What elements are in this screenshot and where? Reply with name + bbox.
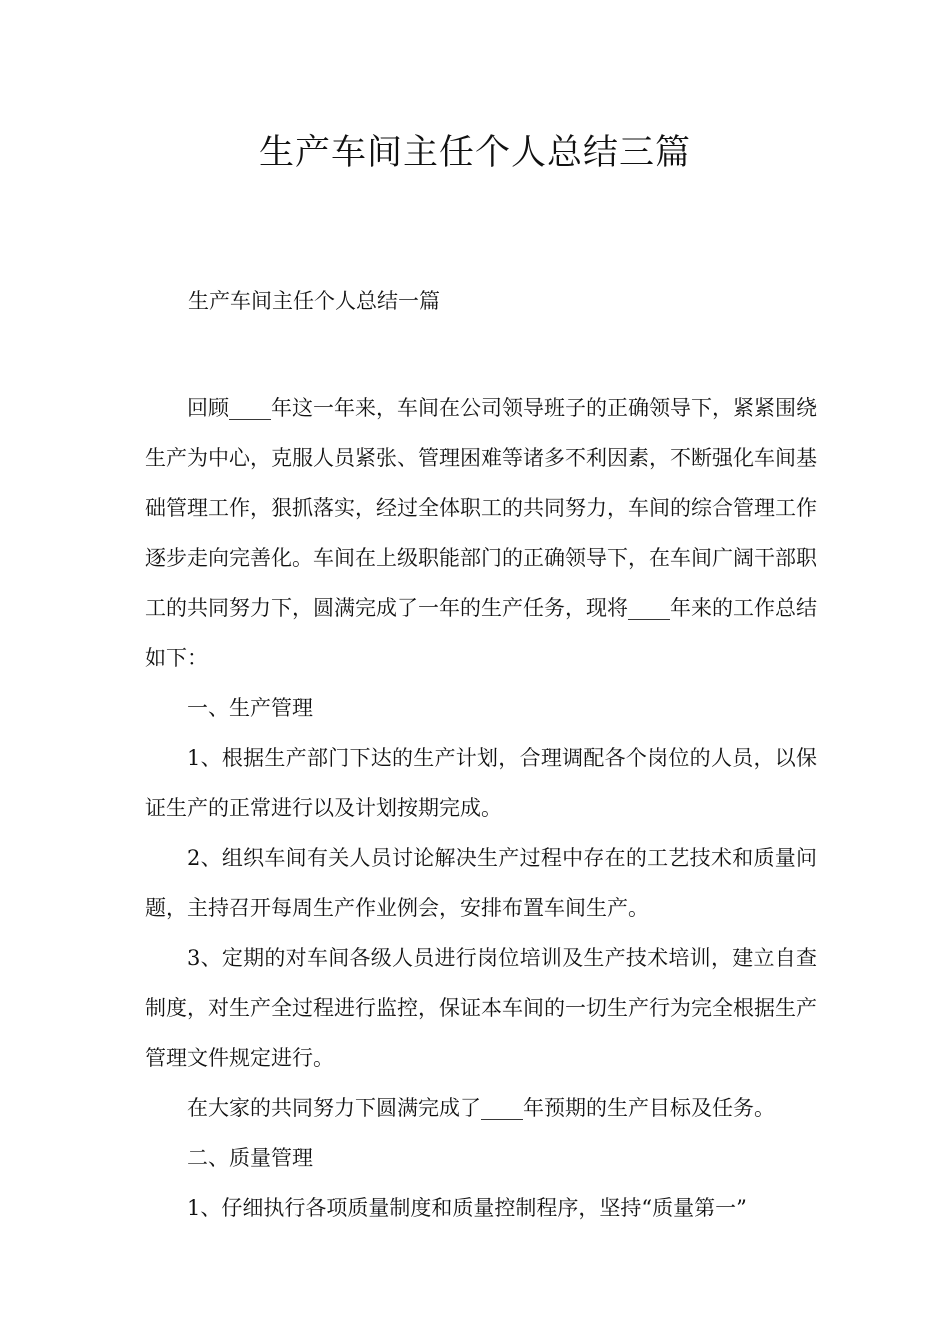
document-body <box>145 383 817 1233</box>
paragraph-item-2: 2、组织车间有关人员讨论解决生产过程中存在的工艺技术和质量问题，主持召开每周生产作业例会，安排布置车间生产。 <box>145 846 817 920</box>
paragraph-summary: 在大家的共同努力下圆满完成了____年预期的生产目标及任务。 <box>187 1096 775 1120</box>
document-title: 生产车间主任个人总结三篇 <box>258 133 691 173</box>
paragraph-intro: 回顾____年这一年来，车间在公司领导班子的正确领导下，紧紧围绕生产为中心，克服人员紧张、管理困难等诸多不利因素，不断强化车间基础管理工作，狠抓落实，经过全体职工的共同努力，车间的综合管理工作逐步走向完善化。车间在上级职能部门的正确领导下，在车间广阔干部职工的共同努力下，圆满完成了一年的生产任务，现将____年来的工作总结如下： <box>145 396 817 670</box>
heading-production-management: 一、生产管理 <box>187 696 313 720</box>
heading-quality-management: 二、质量管理 <box>187 1146 313 1170</box>
paragraph-item-3: 3、定期的对车间各级人员进行岗位培训及生产技术培训，建立自查制度，对生产全过程进行监控，保证本车间的一切生产行为完全根据生产管理文件规定进行。 <box>145 946 817 1070</box>
paragraph-item-1: 1、根据生产部门下达的生产计划，合理调配各个岗位的人员，以保证生产的正常进行以及计划按期完成。 <box>145 746 817 820</box>
section-subtitle: 生产车间主任个人总结一篇 <box>188 289 440 313</box>
paragraph-quality-item-1: 1、仔细执行各项质量制度和质量控制程序，坚持“质量第一” <box>187 1196 747 1220</box>
